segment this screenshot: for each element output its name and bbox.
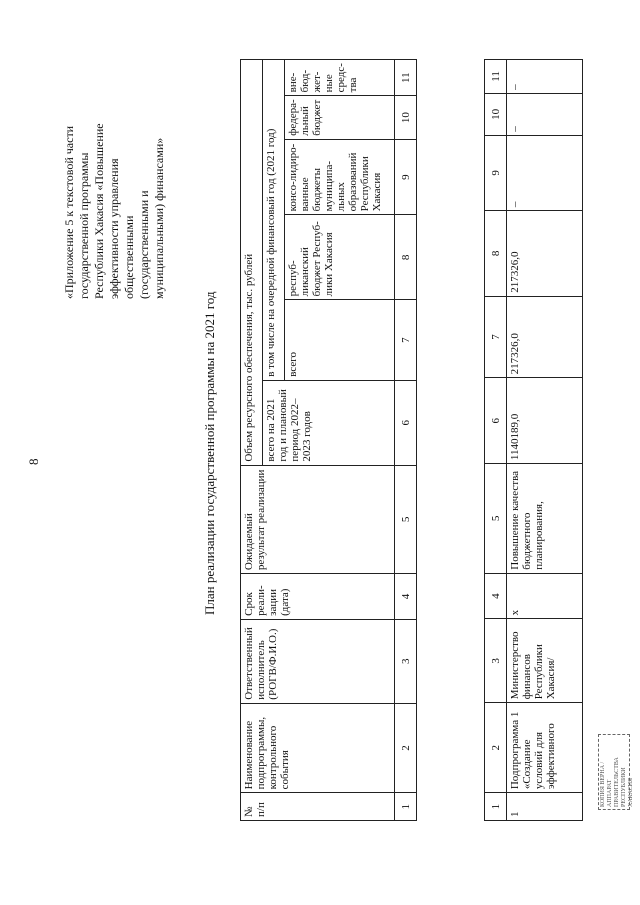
numbering-cell: 11 [395,60,417,96]
header-total-year: всего [285,300,395,380]
header-next-year-group: в том числе на очередной финансовый год (2021 год) [263,60,285,381]
row1-republic-budget: 217326,0 [507,211,583,297]
row1-num: 1 [507,793,583,821]
header-term: Срок реали-зации (дата) [241,574,395,620]
header-resource-group: Объем ресурсного обеспечения, тыс. рублей [241,60,263,466]
numbering-cell: 3 [395,619,417,703]
row1-municipal-budget: – [507,135,583,210]
body-numbering-cell: 1 [485,793,507,821]
body-numbering-cell: 6 [485,378,507,464]
row1-name: Подпрограмма 1 «Создание условий для эффективного [507,703,583,793]
header-result: Ожидаемый результат реализации [241,465,395,573]
plan-table-header [240,59,417,821]
numbering-cell: 9 [395,139,417,215]
numbering-cell: 8 [395,215,417,300]
copy-stamp: КОПИЯ ВЕРНА / АППАРАТ ПРАВИТЕЛЬСТВА РЕСПУБЛИКИ ХАКАСИЯ [598,734,630,810]
header-name: Наименование подпрограммы, контрольного события [241,703,395,793]
header-municipal-budget: консо-лидиро-ванные бюджеты муниципа-льных образований Республики Хакасия [285,139,395,215]
header-num: № п/п [241,793,395,821]
plan-title: План реализации государственной программы на 2021 год [202,291,217,615]
header-executor: Ответственный исполнитель (РОГВ/Ф.И.О.) [241,619,395,703]
numbering-cell: 1 [395,793,417,821]
row1-total-year: 217326,0 [507,296,583,378]
row1-term: х [507,573,583,619]
row1-total-period: 1140189,0 [507,378,583,464]
body-numbering-cell: 4 [485,573,507,619]
header-total-period: всего на 2021 год и плановый период 2022–2023 годов [263,380,395,465]
row1-extrabudget: – [507,60,583,94]
numbering-cell: 5 [395,465,417,573]
body-numbering-cell: 5 [485,464,507,574]
body-numbering-cell: 8 [485,211,507,297]
body-numbering-cell: 2 [485,703,507,793]
header-extrabudget: вне-бюд-жет-ные средс-тва [285,60,395,96]
header-federal-budget: федера-льный бюджет [285,96,395,139]
appendix-line: «Приложение 5 к текстовой части [62,125,76,299]
body-numbering-cell: 10 [485,93,507,135]
appendix-line: общественными [122,215,136,299]
row1-federal-budget: – [507,93,583,135]
appendix-note [62,51,167,299]
numbering-cell: 10 [395,96,417,139]
body-numbering-cell: 3 [485,619,507,703]
row1-result: Повышение качества бюджетного планирования, [507,464,583,574]
numbering-cell: 4 [395,574,417,620]
appendix-line: Республики Хакасия «Повышение [92,123,106,299]
appendix-line: государственной программы [77,152,91,299]
body-numbering-cell: 11 [485,60,507,94]
row1-executor: Министерство финансов Республики Хакасия/ [507,619,583,703]
appendix-line: муниципальными) финансами» [152,137,166,299]
appendix-line: (государственными и [137,190,151,299]
page-number: 8 [26,458,41,465]
body-numbering-cell: 7 [485,296,507,378]
header-republic-budget: респуб-ликанский бюджет Респуб-лики Хакасия [285,215,395,300]
numbering-cell: 6 [395,380,417,465]
body-numbering-cell: 9 [485,135,507,210]
appendix-line: эффективности управления [107,158,121,299]
numbering-cell: 2 [395,703,417,793]
numbering-cell: 7 [395,300,417,380]
plan-table-body [484,59,583,821]
